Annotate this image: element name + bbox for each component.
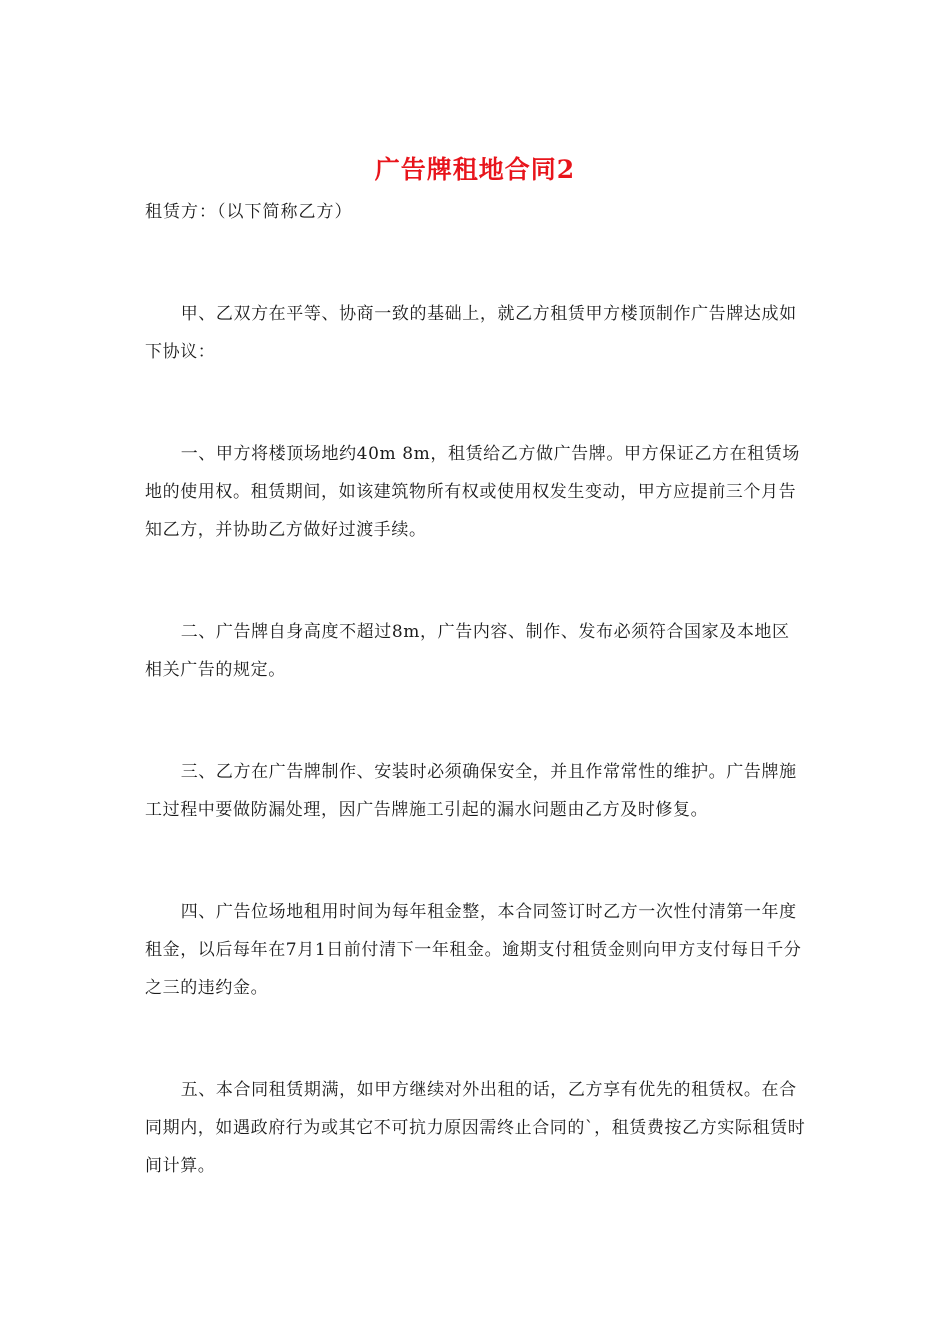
document-title: 广告牌租地合同2 (374, 155, 576, 184)
intro-paragraph: 甲、乙双方在平等、协商一致的基础上，就乙方租赁甲方楼顶制作广告牌达成如下协议： (145, 304, 797, 362)
clause-3-paragraph: 三、乙方在广告牌制作、安装时必须确保安全，并且作常常性的维护。广告牌施工过程中要做防漏处理，因广告牌施工引起的漏水问题由乙方及时修复。 (145, 762, 797, 820)
lessee-line: 租赁方：（以下简称乙方） (145, 202, 353, 222)
clause-2-paragraph: 二、广告牌自身高度不超过8m，广告内容、制作、发布必须符合国家及本地区相关广告的规定。 (145, 622, 790, 680)
clause-5-paragraph: 五、本合同租赁期满，如甲方继续对外出租的话，乙方享有优先的租赁权。在合同期内，如遇政府行为或其它不可抗力原因需终止合同的`，租赁费按乙方实际租赁时间计算。 (145, 1080, 806, 1176)
clause-1-paragraph: 一、甲方将楼顶场地约40m 8m，租赁给乙方做广告牌。甲方保证乙方在租赁场地的使用权。租赁期间，如该建筑物所有权或使用权发生变动，甲方应提前三个月告知乙方，并协助乙方做好过渡手续。 (145, 444, 800, 540)
clause-4-paragraph: 四、广告位场地租用时间为每年租金整，本合同签订时乙方一次性付清第一年度租金，以后每年在7月1日前付清下一年租金。逾期支付租赁金则向甲方支付每日千分之三的违约金。 (145, 902, 802, 998)
